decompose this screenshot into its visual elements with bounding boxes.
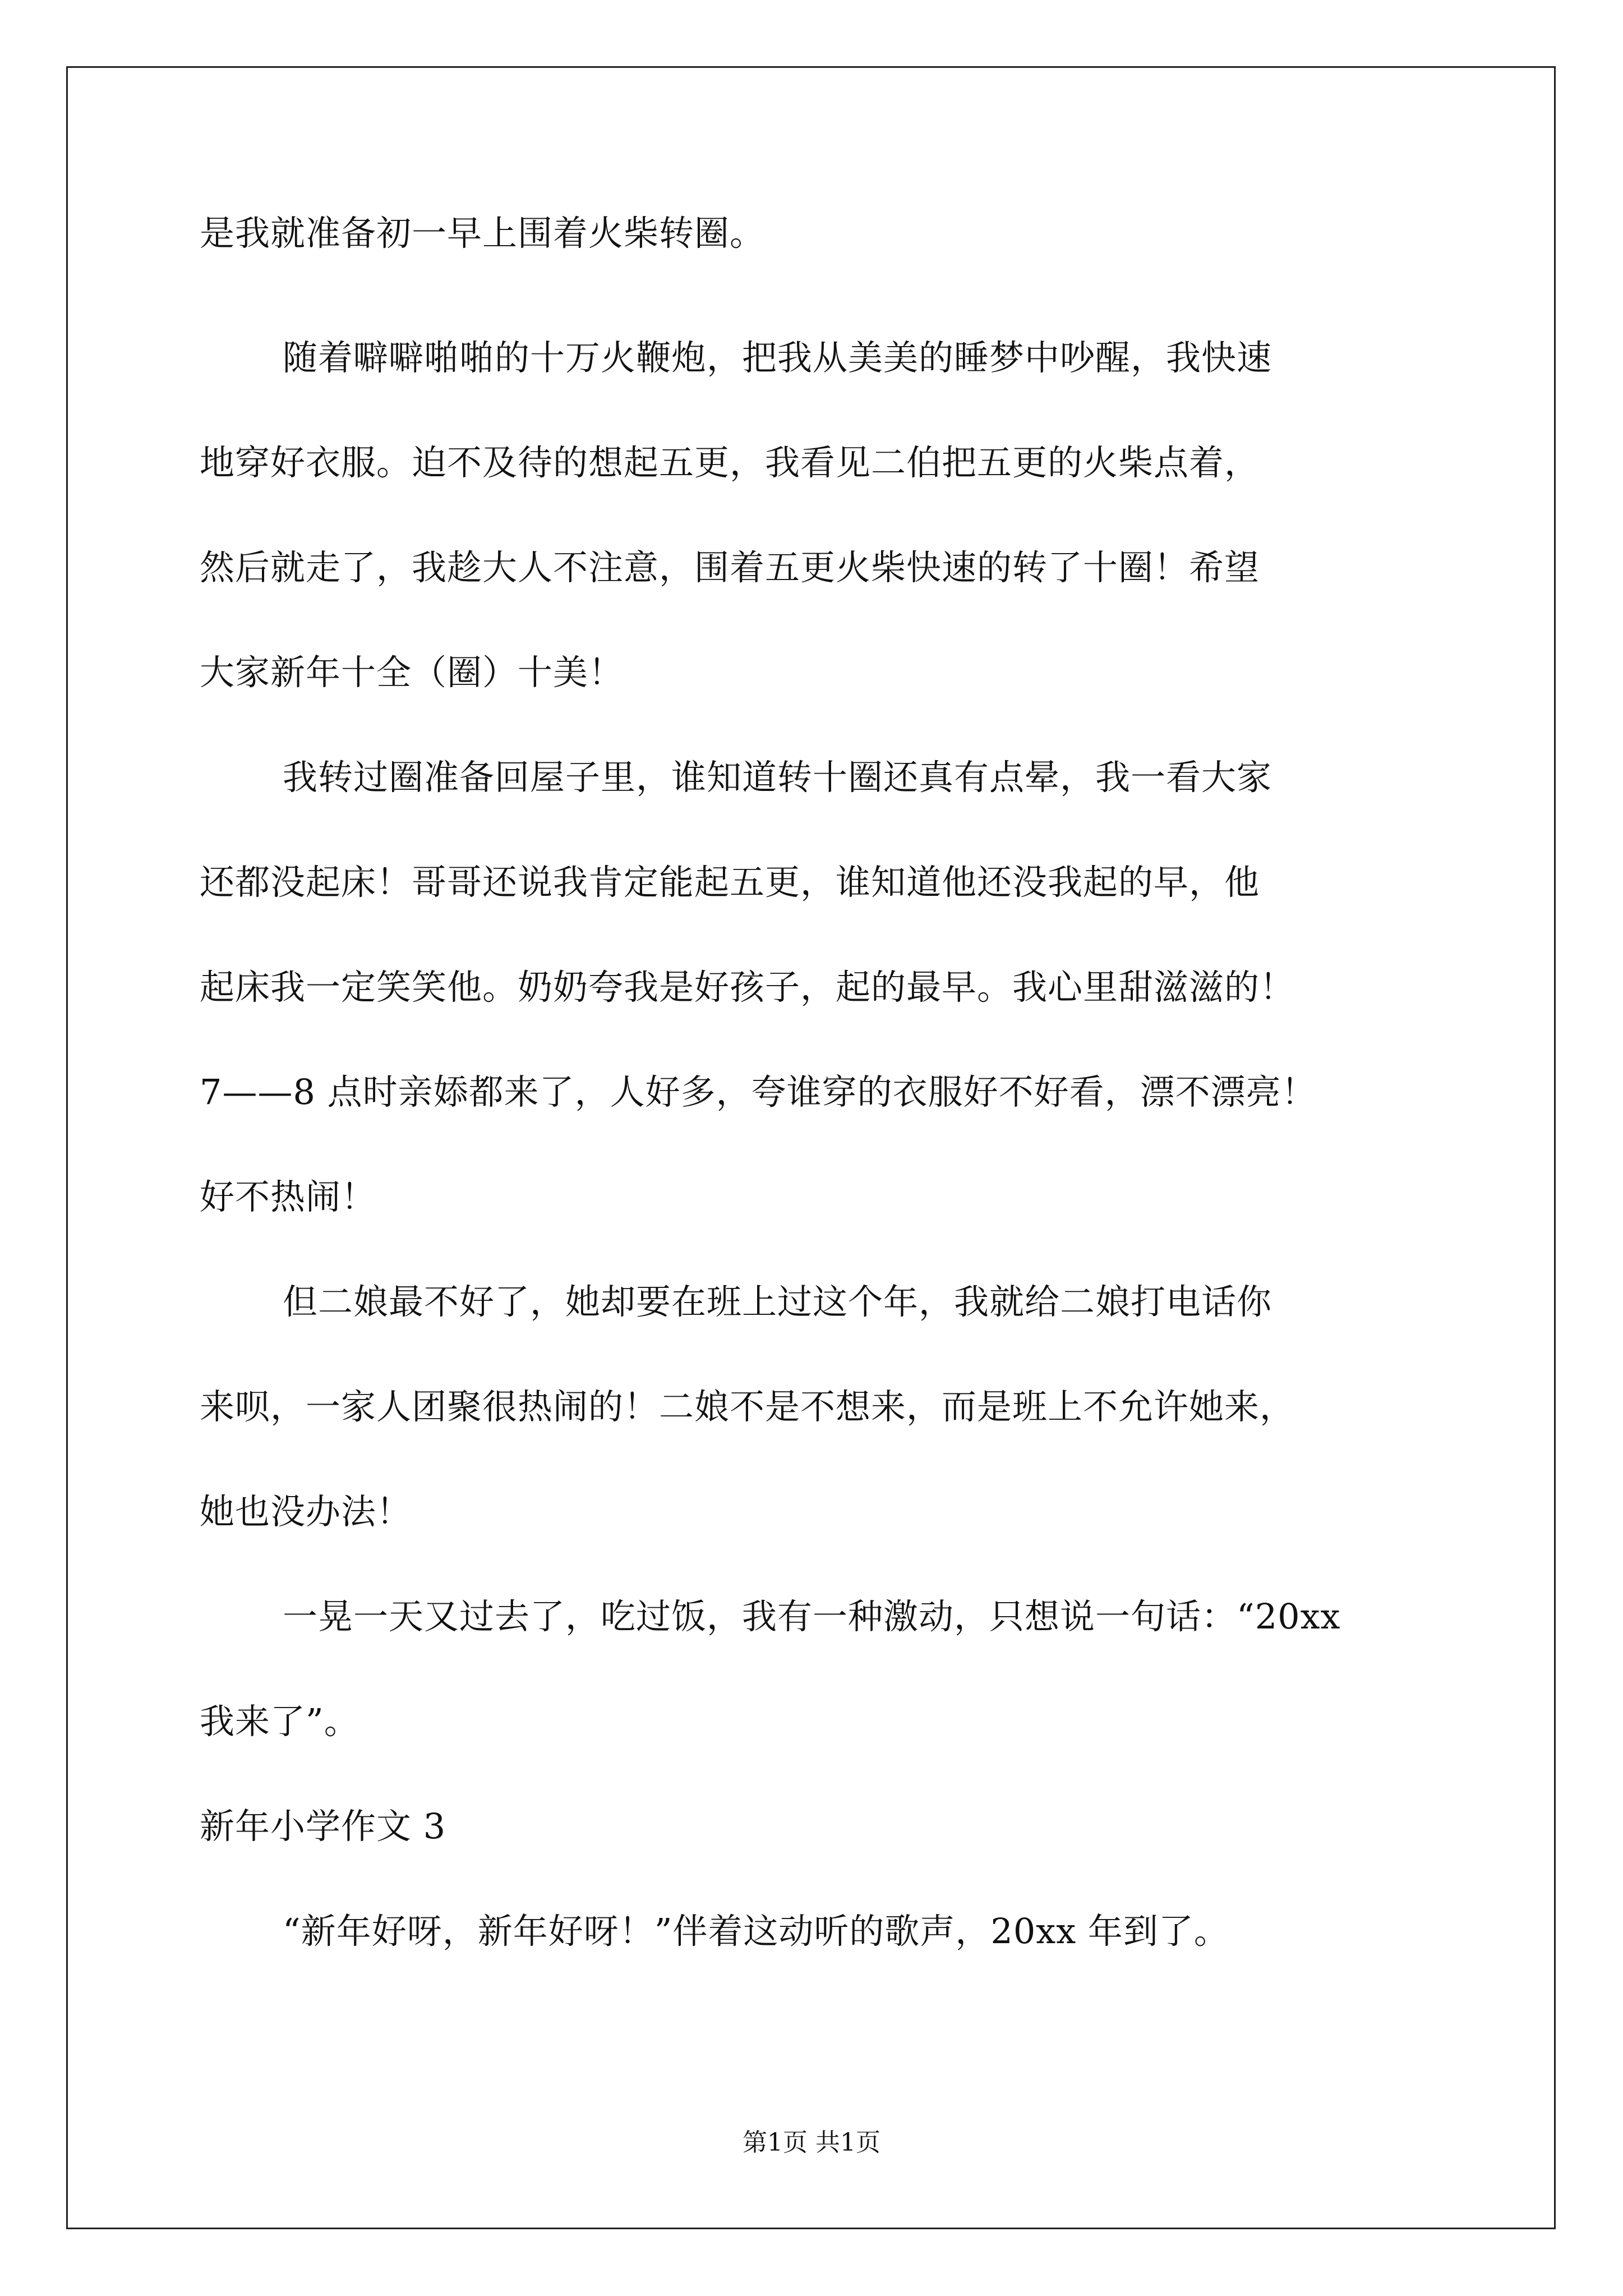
text-line: 好不热闹！ <box>200 1176 377 1217</box>
page-footer: 第1页 共1页 <box>743 2128 880 2157</box>
text-line: 我来了”。 <box>200 1701 359 1742</box>
text-line: 起床我一定笑笑他。奶奶夸我是好孩子，起的最早。我心里甜滋滋的！ <box>200 967 1295 1007</box>
text-line: 我转过圈准备回屋子里，谁知道转十圈还真有点晕，我一看大家 <box>283 757 1272 798</box>
text-line: 大家新年十全（圈）十美！ <box>200 652 624 693</box>
text-line: 地穿好衣服。迫不及待的想起五更，我看见二伯把五更的火柴点着， <box>200 442 1260 483</box>
text-line: 是我就准备初一早上围着火柴转圈。 <box>200 213 766 254</box>
text-line: 然后就走了，我趁大人不注意，围着五更火柴快速的转了十圈！希望 <box>200 547 1260 588</box>
text-line: 一晃一天又过去了，吃过饭，我有一种激动，只想说一句话：“20xx <box>283 1596 1341 1637</box>
text-line: 她也没办法！ <box>200 1491 412 1532</box>
text-line: 还都没起床！哥哥还说我肯定能起五更，谁知道他还没我起的早，他 <box>200 862 1260 903</box>
text-line: “新年好呀，新年好呀！”伴着这动听的歌声，20xx 年到了。 <box>283 1911 1229 1952</box>
text-line: 来呗，一家人团聚很热闹的！二娘不是不想来，而是班上不允许她来， <box>200 1386 1295 1427</box>
section-heading: 新年小学作文 3 <box>200 1806 446 1847</box>
text-line: 随着噼噼啪啪的十万火鞭炮，把我从美美的睡梦中吵醒，我快速 <box>283 337 1272 378</box>
text-line: 7——8 点时亲婖都来了，人好多，夸谁穿的衣服好不好看，漂不漂亮！ <box>200 1071 1317 1112</box>
page-border <box>66 66 1556 2229</box>
text-line: 但二娘最不好了，她却要在班上过这个年，我就给二娘打电话你 <box>283 1281 1272 1322</box>
